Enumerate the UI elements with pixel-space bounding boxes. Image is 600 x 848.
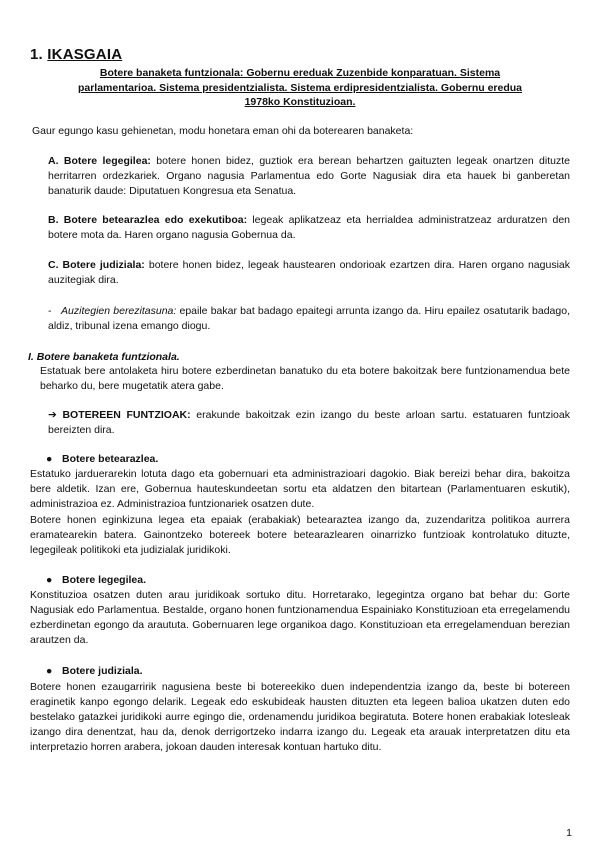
subsection-title: Botere judiziala. — [62, 665, 143, 677]
subsection-heading-judicial — [46, 664, 143, 679]
title-number: 1. — [30, 46, 43, 63]
paragraph: Botere honen ezaugarririk nagusiena beste bi botereekiko duen independentzia izango da, beste bi botereen eraginetik kanpo egongo delarik. Legeak edo eskubideak hausten dituzten eta legeen balioa ukatzen duten edo bestelako gatazkei juridikoki aurre egingo die, ordenamendu juridikoa begiratuta. Botere honen erabakiak lotesleak izango dira denentzat, hau da, denok derrigortzeko indarra izango du. Legeak eta arauak interpretatzen ditu eta interpretazio horren arabera, jokoan dauden interesak kontuan hartuko ditu. — [30, 681, 570, 753]
section-body: Estatuak bere antolaketa hiru botere ezberdinetan banatuko du eta botere bakoitzak bere funtzionamendua bete beharko du, bere mugetatik atera gabe. — [40, 365, 570, 392]
note-marker: - — [48, 305, 52, 317]
list-item-judicial — [48, 258, 570, 288]
subsection-heading-executive — [46, 452, 158, 467]
page-title — [30, 44, 122, 65]
list-item-executive — [48, 213, 570, 243]
paragraph: Konstituzioa osatzen duten arau juridikoak sortuko ditu. Horretarako, legegintza organo bat behar du: Gorte Nagusiak edo Parlamentua. Bestalde, organo honen funtzionamendua Espainiako Konstituzioan eta erregelamendu ezberdinetan egongo da araututa. Gobernuaren lege organikoa dago. Konstituzioan eta erregelamenduan berezian arautzen da. — [30, 589, 570, 646]
functions-text: erakunde bakoitzak ezin izango du beste arloan sartu. estatuaren funtzioak bereizten dira. — [48, 409, 570, 436]
title-text: IKASGAIA — [47, 46, 123, 63]
page-number: 1 — [566, 827, 572, 839]
note-text: epaile bakar bat badago epaitegi arrunta izango da. Hiru epailez osatutarik badago, aldiz, tribunal izena emango diogu. — [48, 305, 570, 332]
section-heading: I. Botere banaketa funtzionala. — [28, 351, 180, 363]
subsection-title: Botere legegilea. — [62, 574, 147, 586]
bullet-icon: ● — [46, 665, 53, 677]
item-text: botere honen bidez, legeak haustearen ondorioak ezartzen dira. Haren organo nagusiak auzitegiak dira. — [48, 259, 571, 286]
bullet-icon: ● — [46, 574, 53, 586]
item-label: B. Botere betearazlea edo exekutiboa: — [48, 214, 248, 226]
bullet-icon: ● — [46, 453, 53, 465]
functions-label: ➔ BOTEREEN FUNTZIOAK: — [48, 409, 191, 421]
subsection-title: Botere betearazlea. — [62, 453, 159, 465]
note-label: Auzitegien berezitasuna: — [61, 305, 177, 317]
item-text: legeak aplikatzeaz eta herrialdea administratzeaz arduratzen den botere mota da. Haren organo nagusia Gobernua da. — [48, 214, 570, 241]
paragraph: Estatuko jarduerarekin lotuta dago eta gobernuari eta administrazioari dagokio. Biak bereizi behar dira, bakoitza bere aldetik. Izan ere, Gobernua hauteskundeetan sortu eta aldatzen den bitartean (Parlamentuaren eskutik), administrazioa ez. Administrazioa funtzionariek osatzen dute. — [30, 468, 570, 510]
list-item-legislative — [48, 154, 570, 199]
page-subtitle: Botere banaketa funtzionala: Gobernu ereduak Zuzenbide konparatuan. Sistema parlamentarioa. Sistema presidentzialista. Sistema erdipresidentzialista. Gobernu eredua 1978ko Konstituzioan. — [77, 67, 523, 109]
item-label: A. Botere legegilea: — [48, 155, 151, 167]
item-label: C. Botere judiziala: — [48, 259, 145, 271]
functions-paragraph — [48, 408, 570, 438]
intro-text: Gaur egungo kasu gehienetan, modu honetara eman ohi da boterearen banaketa: — [32, 125, 414, 137]
item-text: botere honen bidez, guztiok era berean behartzen gaituzten legeak onartzen dituzte herritarren ordezkariek. Organo nagusia Parlamentua edo Gorte Nagusiak dira eta hauek bi ganberetan banaturik daude: Diputatuen Kongresua eta Senatua. — [48, 155, 570, 197]
paragraph: Botere honen eginkizuna legea eta epaiak (erabakiak) betearaztea izango da, zuzendaritza politikoa aurrera eramatearekin batera. Gainontzeko botereek botere betearazlearen oinarrizko funtzioak kontrolatuko dituzte, legegileak politikoki eta judizialak juridikoki. — [30, 514, 570, 556]
subsection-heading-legislative — [46, 573, 146, 588]
courts-note — [48, 304, 570, 334]
